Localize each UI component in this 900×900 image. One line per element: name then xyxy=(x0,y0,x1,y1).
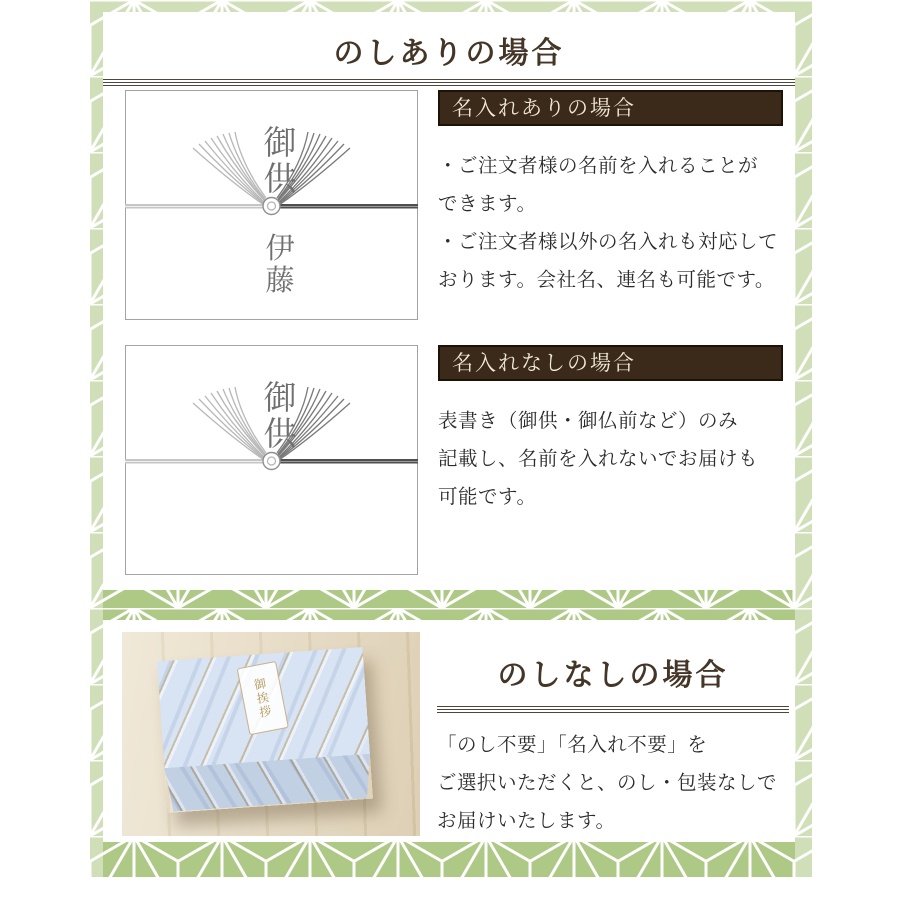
noshi-section-box xyxy=(103,12,795,590)
body-line: おります。会社名、連名も可能です。 xyxy=(438,270,775,291)
noshi-sample-with-name-image xyxy=(125,90,418,320)
body-line: お届けいたします。 xyxy=(437,811,616,832)
noshi-omotegaki-char: 御 xyxy=(263,381,297,417)
page-title: のしありの場合 xyxy=(333,37,565,70)
body-line: ・ご注文者様以外の名入れも対応して xyxy=(438,232,779,253)
gift-label-char: 御 xyxy=(252,676,268,693)
pattern-fade-right xyxy=(795,0,812,877)
no-noshi-body xyxy=(437,727,789,841)
body-line: ・ご注文者様の名前を入れることが xyxy=(438,156,759,177)
section-body-name-included xyxy=(438,148,783,300)
no-noshi-title: のしなしの場合 xyxy=(497,659,729,692)
body-line: 可能です。 xyxy=(438,487,537,508)
section-name-included xyxy=(125,90,783,320)
pattern-fade-left xyxy=(90,0,103,877)
gift-label-char: 挨 xyxy=(255,690,270,707)
body-line: できます。 xyxy=(438,194,537,215)
body-line: 「のし不要」「名入れ不要」を xyxy=(437,735,708,756)
body-line: 表書き（御供・御仏前など）のみ xyxy=(438,411,739,432)
section-text-column xyxy=(438,90,783,320)
section-body-no-name xyxy=(438,403,783,517)
noshi-omotegaki-char: 御 xyxy=(263,126,297,162)
mizuhiki-knot-icon xyxy=(263,198,280,215)
noshi-omotegaki-char: 供 xyxy=(263,162,297,198)
no-noshi-section-box xyxy=(103,620,795,842)
noshi-omotegaki-char: 供 xyxy=(263,417,297,453)
no-noshi-text-column xyxy=(437,636,789,841)
no-noshi-divider xyxy=(437,706,789,713)
gift-label-char: 拶 xyxy=(258,703,273,720)
section-header-name-included: 名入れありの場合 xyxy=(438,90,783,126)
section-header-no-name: 名入れなしの場合 xyxy=(438,345,783,381)
mizuhiki-knot-icon xyxy=(263,453,280,470)
noshi-sample-no-name-image xyxy=(125,345,418,575)
body-line: ご選択いただくと、のし・包装なしで xyxy=(437,773,778,794)
wrapped-package-photo xyxy=(122,632,420,836)
title-divider xyxy=(103,79,795,86)
body-line: 記載し、名前を入れないでお届けも xyxy=(438,449,759,470)
noshi-name-char: 藤 xyxy=(265,265,295,297)
section-no-name xyxy=(125,345,783,575)
pattern-fade-top xyxy=(103,0,795,12)
gift-box-image xyxy=(157,647,373,813)
section-text-column xyxy=(438,345,783,575)
noshi-name-char: 伊 xyxy=(265,233,295,265)
